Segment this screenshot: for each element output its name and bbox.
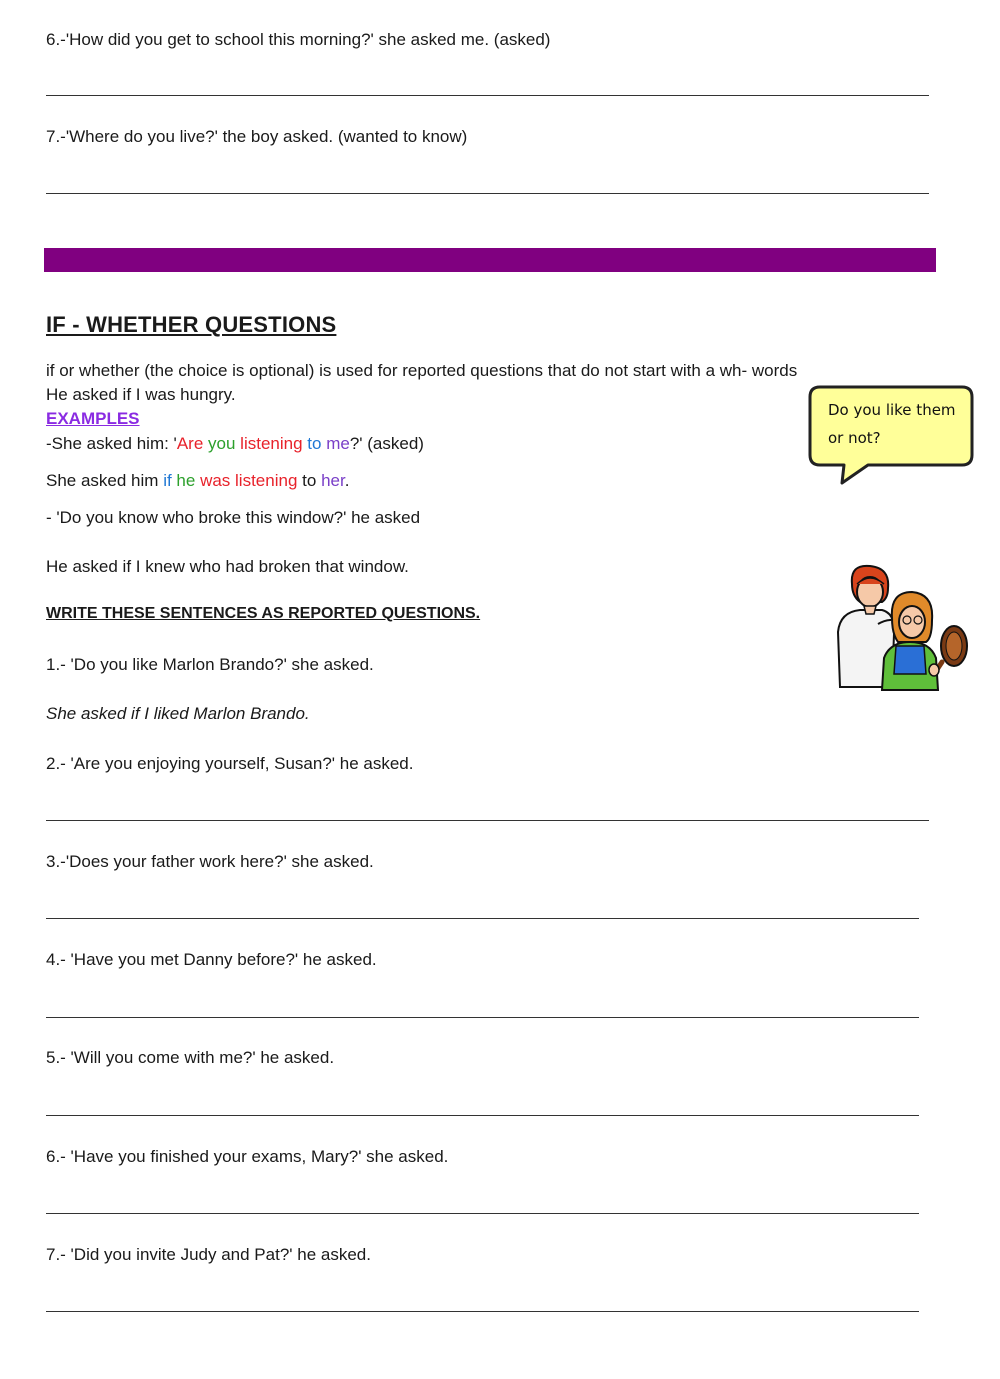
exercise-question-6: 6.- 'Have you finished your exams, Mary?' she asked. (46, 1147, 449, 1166)
exercise-question-7: 7.- 'Did you invite Judy and Pat?' he asked. (46, 1245, 371, 1264)
example-1-answer-prefix: She asked him (46, 471, 164, 490)
word-you: you (208, 434, 236, 453)
rule-example: He asked if I was hungry. (46, 385, 236, 404)
answer-line-3[interactable] (46, 918, 919, 919)
answer-line-7[interactable] (46, 1311, 919, 1312)
word-to: to (307, 434, 322, 453)
word-listening: listening (240, 434, 303, 453)
word-her: her (321, 471, 345, 490)
answer-line-top-7[interactable] (46, 193, 929, 194)
example-1-suffix: ?' (asked) (349, 434, 424, 453)
example-1-answer (46, 470, 349, 492)
exercise-question-1: 1.- 'Do you like Marlon Brando?' she asked. (46, 655, 374, 674)
exercise-question-3: 3.-'Does your father work here?' she asked. (46, 852, 374, 871)
top-question-6: 6.-'How did you get to school this morning?' she asked me. (asked) (46, 30, 551, 49)
rule-text: if or whether (the choice is optional) is used for reported questions that do not start with a wh- words (46, 361, 798, 380)
example-1-answer-suffix: . (344, 471, 350, 490)
exercise-answer-1: She asked if I liked Marlon Brando. (46, 704, 310, 723)
word-if: if (163, 471, 172, 490)
example-2-answer: He asked if I knew who had broken that window. (46, 557, 409, 576)
exercise-question-4: 4.- 'Have you met Danny before?' he asked. (46, 950, 377, 969)
exercise-question-5: 5.- 'Will you come with me?' he asked. (46, 1048, 335, 1067)
examples-label: EXAMPLES (46, 409, 140, 428)
example-1-prefix: -She asked him: ' (46, 434, 177, 453)
word-to-plain: to (302, 471, 317, 490)
word-was-listening: was listening (200, 471, 298, 490)
word-are: Are (176, 434, 204, 453)
exercise-question-2: 2.- 'Are you enjoying yourself, Susan?' he asked. (46, 754, 414, 773)
speech-bubble-text: Do you like them or not? (828, 401, 956, 447)
answer-line-6[interactable] (46, 1213, 919, 1214)
word-he: he (176, 471, 196, 490)
answer-line-top-6[interactable] (46, 95, 929, 96)
hairdresser-clipart-icon (830, 562, 972, 692)
section-heading: IF - WHETHER QUESTIONS (46, 312, 337, 337)
section-divider-bar (44, 248, 936, 272)
example-2: - 'Do you know who broke this window?' he asked (46, 508, 421, 527)
exercise-instruction: WRITE THESE SENTENCES AS REPORTED QUESTIONS. (46, 605, 481, 622)
answer-line-2[interactable] (46, 820, 929, 821)
top-question-7: 7.-'Where do you live?' the boy asked. (wanted to know) (46, 127, 468, 146)
example-1 (46, 433, 424, 455)
answer-line-5[interactable] (46, 1115, 919, 1116)
answer-line-4[interactable] (46, 1017, 919, 1018)
word-me: me (326, 434, 350, 453)
